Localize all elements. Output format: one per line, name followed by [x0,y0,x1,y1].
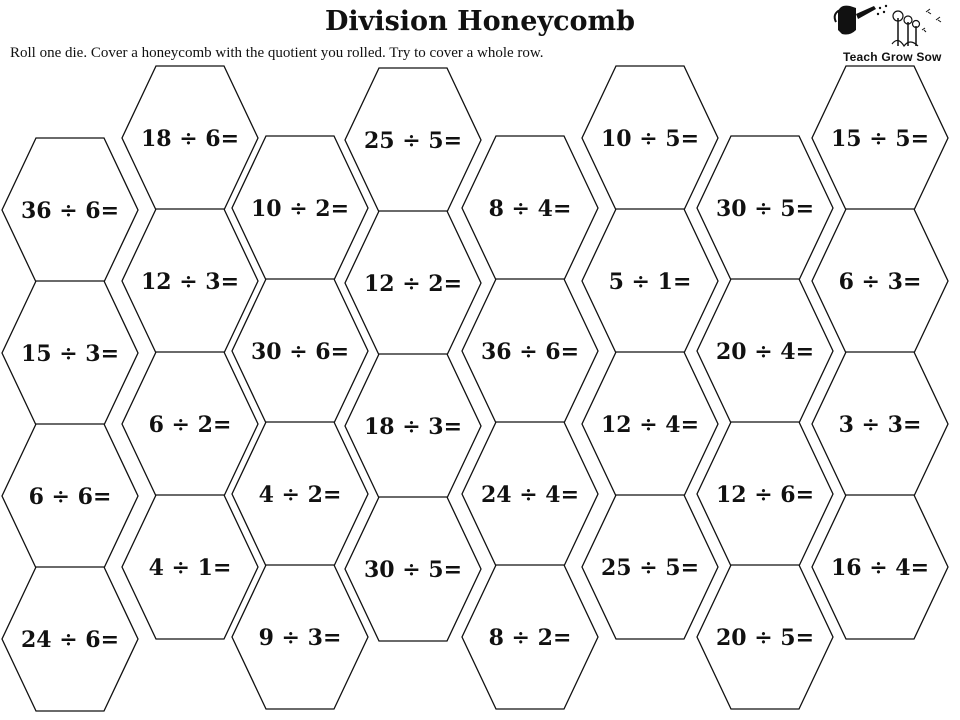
honeycomb-cell [812,209,948,353]
honeycomb-cell [232,422,368,566]
division-problem: 4 ÷ 2= [258,482,342,508]
division-problem: 30 ÷ 6= [250,339,350,365]
honeycomb-cell [582,495,718,639]
division-problem: 3 ÷ 3= [838,412,922,438]
honeycomb-cell [582,66,718,210]
division-problem: 15 ÷ 3= [20,341,120,367]
division-problem: 10 ÷ 2= [250,196,350,222]
worksheet-title: Division Honeycomb [324,6,636,37]
honeycomb-cell [582,209,718,353]
division-problem: 36 ÷ 6= [480,339,580,365]
honeycomb-cell [232,565,368,709]
division-problem: 36 ÷ 6= [20,198,120,224]
division-problem: 18 ÷ 6= [140,126,240,152]
honeycomb-cell [2,424,138,568]
division-problem: 20 ÷ 5= [715,625,815,651]
honeycomb-cell [697,136,833,280]
division-problem: 25 ÷ 5= [363,128,463,154]
honeycomb-cell [122,495,258,639]
division-problem: 6 ÷ 3= [838,269,922,295]
division-problem: 8 ÷ 2= [488,625,572,651]
honeycomb-cell [2,567,138,711]
division-problem: 5 ÷ 1= [608,269,692,295]
honeycomb-cell [462,422,598,566]
honeycomb-cell [697,279,833,423]
brand-name: Teach Grow Sow [843,50,942,64]
honeycomb-cell [812,66,948,210]
honeycomb-cell [812,352,948,496]
honeycomb-cell [122,66,258,210]
division-problem: 10 ÷ 5= [600,126,700,152]
honeycomb-cell [462,565,598,709]
division-problem: 12 ÷ 2= [363,271,463,297]
division-problem: 25 ÷ 5= [600,555,700,581]
honeycomb-cell [345,68,481,212]
honeycomb-cell [462,279,598,423]
honeycomb-cell [345,211,481,355]
division-problem: 6 ÷ 2= [148,412,232,438]
honeycomb-cell [462,136,598,280]
honeycomb-cell [122,209,258,353]
division-problem: 12 ÷ 3= [140,269,240,295]
division-problem: 18 ÷ 3= [363,414,463,440]
division-problem: 15 ÷ 5= [830,126,930,152]
honeycomb-cell [697,422,833,566]
honeycomb-cell [2,138,138,282]
division-problem: 8 ÷ 4= [488,196,572,222]
honeycomb-cell [2,281,138,425]
division-problem: 16 ÷ 4= [830,555,930,581]
instructions-text: Roll one die. Cover a honeycomb with the quotient you rolled. Try to cover a whole row. [10,45,544,61]
division-problem: 12 ÷ 6= [715,482,815,508]
division-problem: 24 ÷ 6= [20,627,120,653]
honeycomb-cell [232,279,368,423]
division-problem: 6 ÷ 6= [28,484,112,510]
division-problem: 20 ÷ 4= [715,339,815,365]
honeycomb-cell [697,565,833,709]
division-problem: 12 ÷ 4= [600,412,700,438]
honeycomb-cell [812,495,948,639]
honeycomb-cell [345,354,481,498]
honeycomb-cell [582,352,718,496]
division-problem: 4 ÷ 1= [148,555,232,581]
division-problem: 9 ÷ 3= [258,625,342,651]
honeycomb-cell [345,497,481,641]
division-problem: 24 ÷ 4= [480,482,580,508]
division-problem: 30 ÷ 5= [363,557,463,583]
honeycomb-cell [232,136,368,280]
honeycomb-cell [122,352,258,496]
division-problem: 30 ÷ 5= [715,196,815,222]
